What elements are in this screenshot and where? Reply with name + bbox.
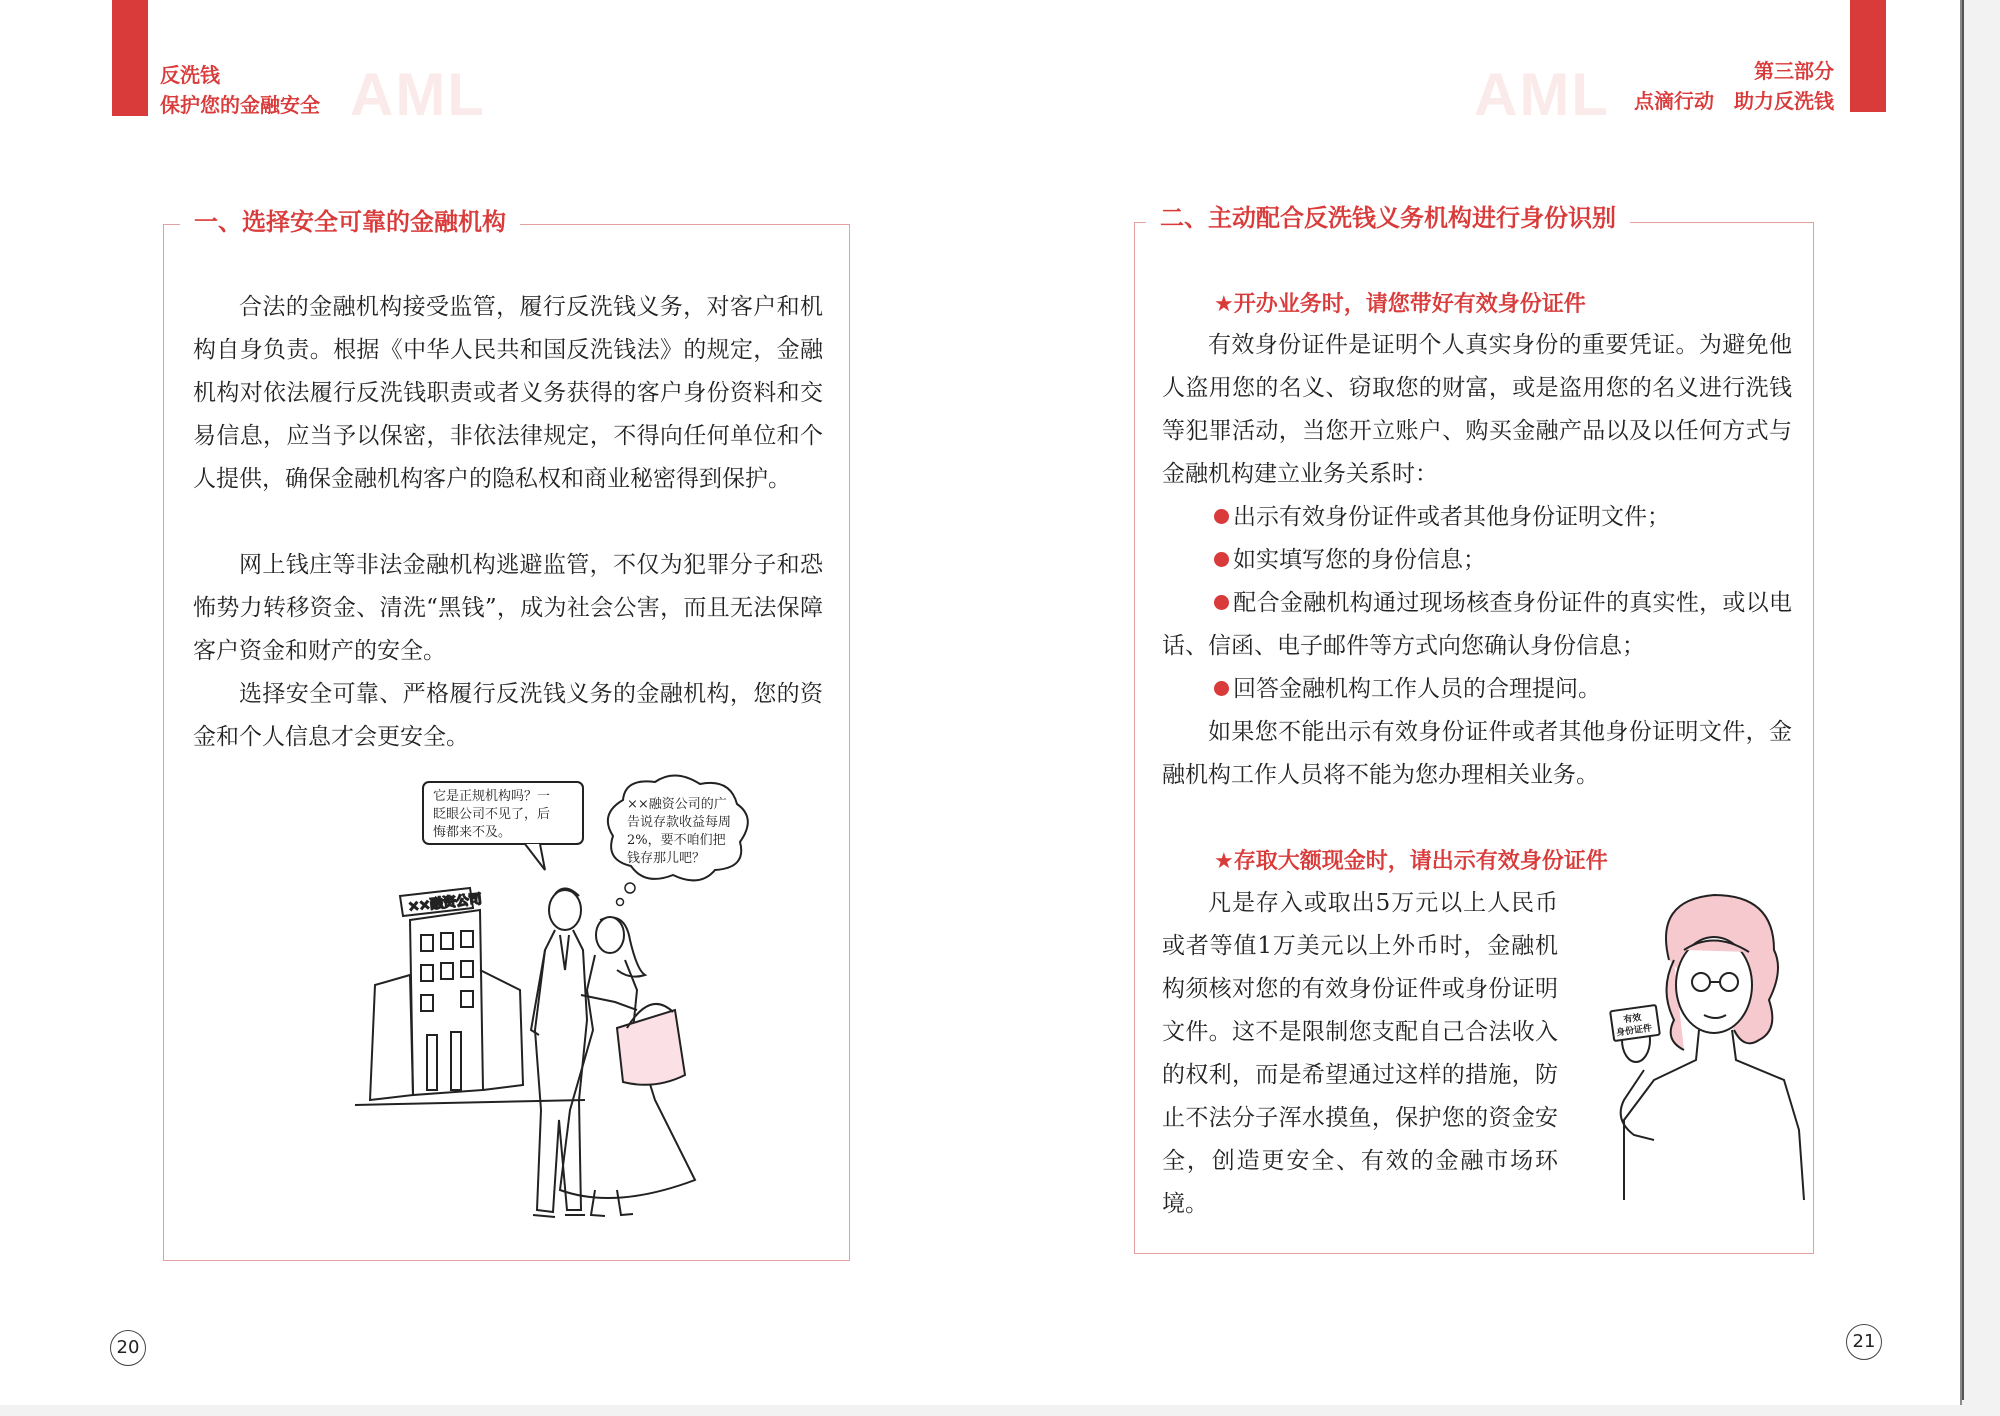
bullet-dot-icon [1214, 681, 1229, 696]
right-header-tab [1850, 0, 1886, 112]
bullet-text-4: 回答金融机构工作人员的合理提问。 [1233, 676, 1601, 702]
bullet-dot-icon [1214, 509, 1229, 524]
id-card-line-2: 身份证件 [1615, 1023, 1653, 1039]
left-watermark: AML [350, 61, 486, 128]
subsection-2-body: 凡是存入或取出5万元以上人民币或者等值1万美元以上外币时，金融机构须核对您的有效身份证件或身份证明文件。这不是限制您支配自己合法收入的权利，而是希望通过这样的措施，防止不法分子浑水摸鱼，保护您的资金安全，创造更安全、有效的金融市场环境。 [1162, 890, 1558, 1217]
bullet-dot-icon [1214, 552, 1229, 567]
subsection-2-heading [1214, 844, 1608, 880]
building-sign: ××融资公司 [407, 892, 483, 915]
right-header-line2: 点滴行动 助力反洗钱 [1634, 89, 1834, 113]
right-header [1616, 56, 1834, 116]
woman-id-illustration [1584, 890, 1824, 1220]
thought-line-1: ××融资公司的广 [627, 797, 727, 812]
left-header-line2: 保护您的金融安全 [160, 93, 320, 117]
right-watermark: AML [1474, 61, 1610, 128]
id-card-line-1: 有效 [1622, 1013, 1643, 1026]
left-header-line1: 反洗钱 [160, 63, 220, 87]
left-page-number: 20 [110, 1330, 146, 1366]
subsection-1-heading [1214, 287, 1586, 323]
star-icon: ★ [1214, 849, 1234, 874]
couple-illustration [355, 770, 795, 1230]
thought-line-2: 告说存款收益每周 [627, 815, 732, 830]
right-page-number: 21 [1846, 1324, 1882, 1360]
left-page [0, 0, 994, 1405]
bullet-text-2: 如实填写您的身份信息； [1233, 547, 1486, 573]
subsection-1-closing: 如果您不能出示有效身份证件或者其他身份证明文件，金融机构工作人员将不能为您办理相关业务。 [1162, 719, 1792, 788]
man-figure [531, 888, 587, 1217]
right-section-title: 二、主动配合反洗钱义务机构进行身份识别 [1146, 200, 1630, 236]
speech-line-2: 眨眼公司不见了，后 [433, 807, 551, 822]
speech-bubble [423, 782, 583, 870]
subsection-2-title: 存取大额现金时，请出示有效身份证件 [1233, 849, 1608, 874]
woman-with-card [1621, 895, 1804, 1200]
speech-line-1: 它是正规机构吗？一 [433, 789, 551, 804]
left-paragraph-1: 合法的金融机构接受监管，履行反洗钱义务，对客户和机构自身负责。根据《中华人民共和国反洗钱法》的规定，金融机构对依法履行反洗钱职责或者义务获得的客户身份资料和交易信息，应当予以保密，非依法律规定，不得向任何单位和个人提供，确保金融机构客户的隐私权和商业秘密得到保护。 [193, 294, 823, 492]
subsection-1-intro: 有效身份证件是证明个人真实身份的重要凭证。为避免他人盗用您的名义、窃取您的财富，或是盗用您的名义进行洗钱等犯罪活动，当您开立账户、购买金融产品以及以任何方式与金融机构建立业务关系时： [1162, 332, 1792, 487]
thought-line-4: 钱存那儿吧？ [627, 851, 706, 866]
left-paragraph-2: 网上钱庄等非法金融机构逃避监管，不仅为犯罪分子和恐怖势力转移资金、清洗“黑钱”，成为社会公害，而且无法保障客户资金和财产的安全。 [193, 552, 823, 664]
subsection-1-title: 开办业务时，请您带好有效身份证件 [1233, 292, 1586, 317]
speech-line-3: 悔都来不及。 [433, 825, 512, 840]
bullet-text-1: 出示有效身份证件或者其他身份证明文件； [1233, 504, 1670, 530]
right-header-line1: 第三部分 [1754, 59, 1834, 83]
page-edge-line [1962, 0, 1964, 1400]
left-section-title: 一、选择安全可靠的金融机构 [180, 204, 520, 240]
left-header [160, 60, 320, 120]
bullet-item-1 [1214, 496, 1794, 539]
right-page [994, 0, 1962, 1405]
left-paragraph-3: 选择安全可靠、严格履行反洗钱义务的金融机构，您的资金和个人信息才会更安全。 [193, 681, 823, 750]
bullet-item-4 [1214, 668, 1794, 711]
id-card [1610, 1005, 1660, 1041]
bullet-text-3: 配合金融机构通过现场核查身份证件的真实性，或以电话、信函、电子邮件等方式向您确认身份信息； [1162, 590, 1792, 659]
left-header-tab [112, 0, 148, 116]
thought-line-3: 2%，要不咱们把 [627, 833, 726, 848]
bullet-item-2 [1214, 539, 1794, 582]
bullet-item-3 [1162, 582, 1792, 668]
star-icon: ★ [1214, 292, 1234, 317]
bullet-dot-icon [1214, 595, 1229, 610]
thought-bubble [608, 775, 748, 905]
